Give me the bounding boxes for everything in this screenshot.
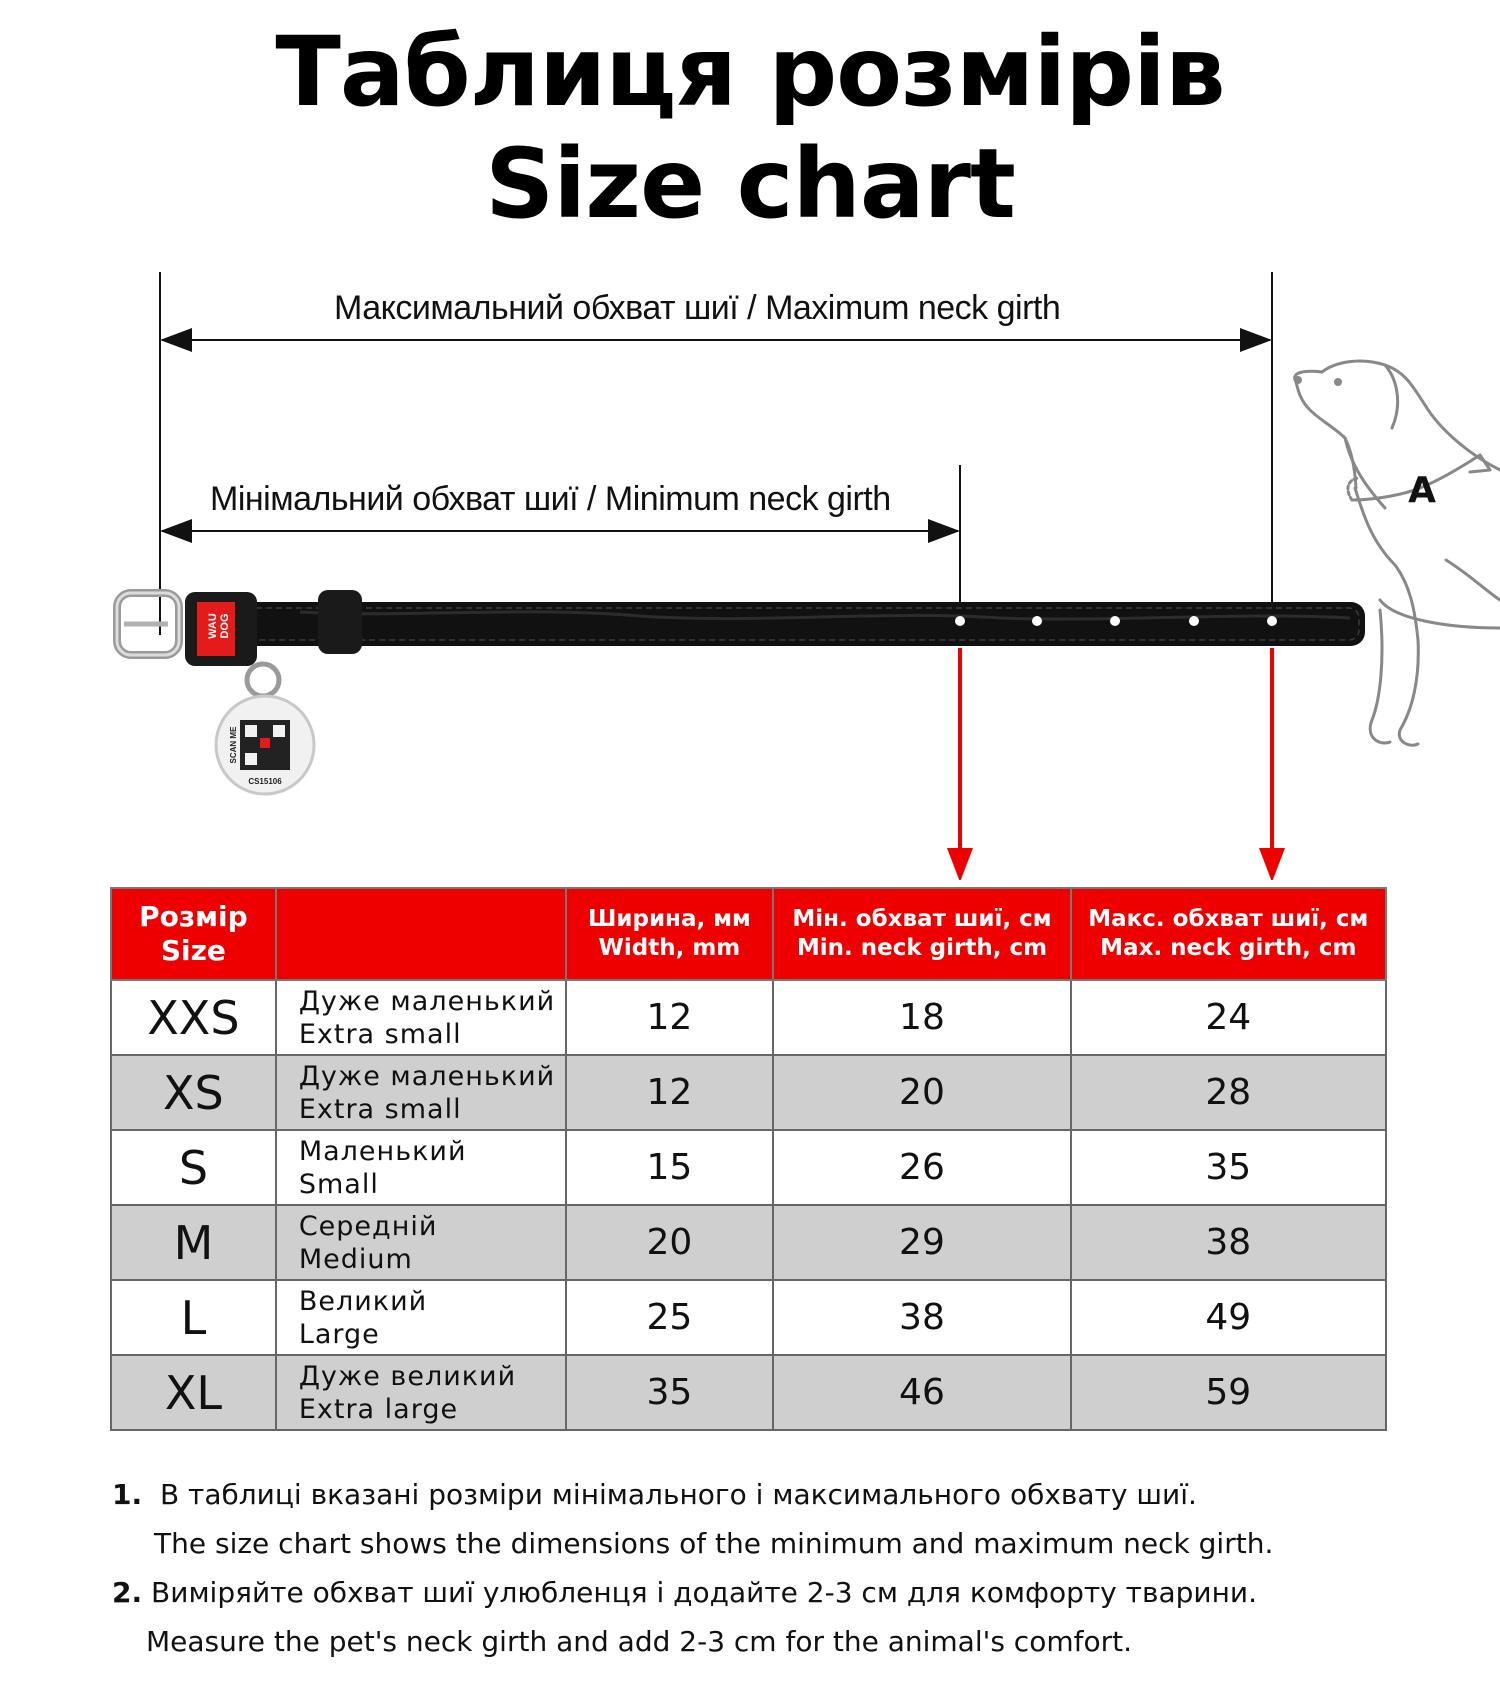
note-1-ua: 1. В таблиці вказані розміри мінімального і максимального обхвату шиї.	[112, 1478, 1197, 1511]
note-2-en: Measure the pet's neck girth and add 2-3 cm for the animal's comfort.	[146, 1625, 1132, 1658]
tag-code-text: CS15106	[248, 777, 282, 786]
note-2-ua: 2. Виміряйте обхват шиї улюбленця і додайте 2-3 см для комфорту тварини.	[112, 1576, 1257, 1609]
description-cell: Великий Large	[276, 1280, 566, 1355]
min-girth-cell: 26	[773, 1130, 1070, 1205]
min-girth-cell: 29	[773, 1205, 1070, 1280]
note-1-en: The size chart shows the dimensions of the minimum and maximum neck girth.	[154, 1527, 1274, 1560]
max-girth-cell: 35	[1071, 1130, 1386, 1205]
table-row	[111, 1355, 1386, 1430]
header-size: Розмір Size	[111, 888, 276, 980]
width-cell: 12	[566, 1055, 774, 1130]
header-description	[276, 888, 566, 980]
dog-marker-label: A	[1408, 470, 1436, 511]
max-red-arrow	[1259, 648, 1285, 880]
description-cell: Середній Medium	[276, 1205, 566, 1280]
min-girth-label: Мінімальний обхват шиї / Minimum neck girth	[210, 480, 891, 518]
brand-text-wau: WAU	[207, 613, 219, 639]
size-cell: XS	[111, 1055, 276, 1130]
width-cell: 25	[566, 1280, 774, 1355]
header-max-girth: Макс. обхват шиї, см Max. neck girth, cm	[1071, 888, 1386, 980]
max-girth-cell: 24	[1071, 980, 1386, 1055]
dog-illustration	[1295, 361, 1500, 745]
keeper-back	[318, 590, 362, 654]
max-girth-cell: 38	[1071, 1205, 1386, 1280]
min-girth-cell: 46	[773, 1355, 1070, 1430]
size-cell: L	[111, 1280, 276, 1355]
size-table	[110, 887, 1387, 1431]
width-cell: 20	[566, 1205, 774, 1280]
width-cell: 15	[566, 1130, 774, 1205]
description-cell: Дуже маленький Extra small	[276, 1055, 566, 1130]
size-cell: XXS	[111, 980, 276, 1055]
size-cell: S	[111, 1130, 276, 1205]
table-row	[111, 1280, 1386, 1355]
table-row	[111, 1055, 1386, 1130]
table-row	[111, 1130, 1386, 1205]
min-girth-cell: 18	[773, 980, 1070, 1055]
table-row	[111, 1205, 1386, 1280]
qr-tag	[216, 664, 314, 794]
table-header-row	[111, 888, 1386, 980]
description-cell: Дуже маленький Extra small	[276, 980, 566, 1055]
tag-scan-text: SCAN ME	[229, 726, 238, 764]
page-title: Таблиця розмірів	[275, 16, 1225, 128]
table-row	[111, 980, 1386, 1055]
description-cell: Маленький Small	[276, 1130, 566, 1205]
max-girth-cell: 59	[1071, 1355, 1386, 1430]
size-cell: M	[111, 1205, 276, 1280]
min-girth-cell: 38	[773, 1280, 1070, 1355]
max-girth-cell: 49	[1071, 1280, 1386, 1355]
description-cell: Дуже великий Extra large	[276, 1355, 566, 1430]
page-subtitle: Size chart	[485, 128, 1015, 240]
header-min-girth: Мін. обхват шиї, см Min. neck girth, cm	[773, 888, 1070, 980]
width-cell: 35	[566, 1355, 774, 1430]
brand-text-dog: DOG	[219, 613, 231, 639]
buckle	[117, 593, 179, 655]
max-girth-label: Максимальний обхват шиї / Maximum neck girth	[334, 289, 1061, 327]
min-red-arrow	[947, 648, 973, 880]
header-width: Ширина, мм Width, mm	[566, 888, 774, 980]
size-cell: XL	[111, 1355, 276, 1430]
width-cell: 12	[566, 980, 774, 1055]
brand-label	[197, 602, 235, 656]
max-girth-cell: 28	[1071, 1055, 1386, 1130]
min-girth-cell: 20	[773, 1055, 1070, 1130]
